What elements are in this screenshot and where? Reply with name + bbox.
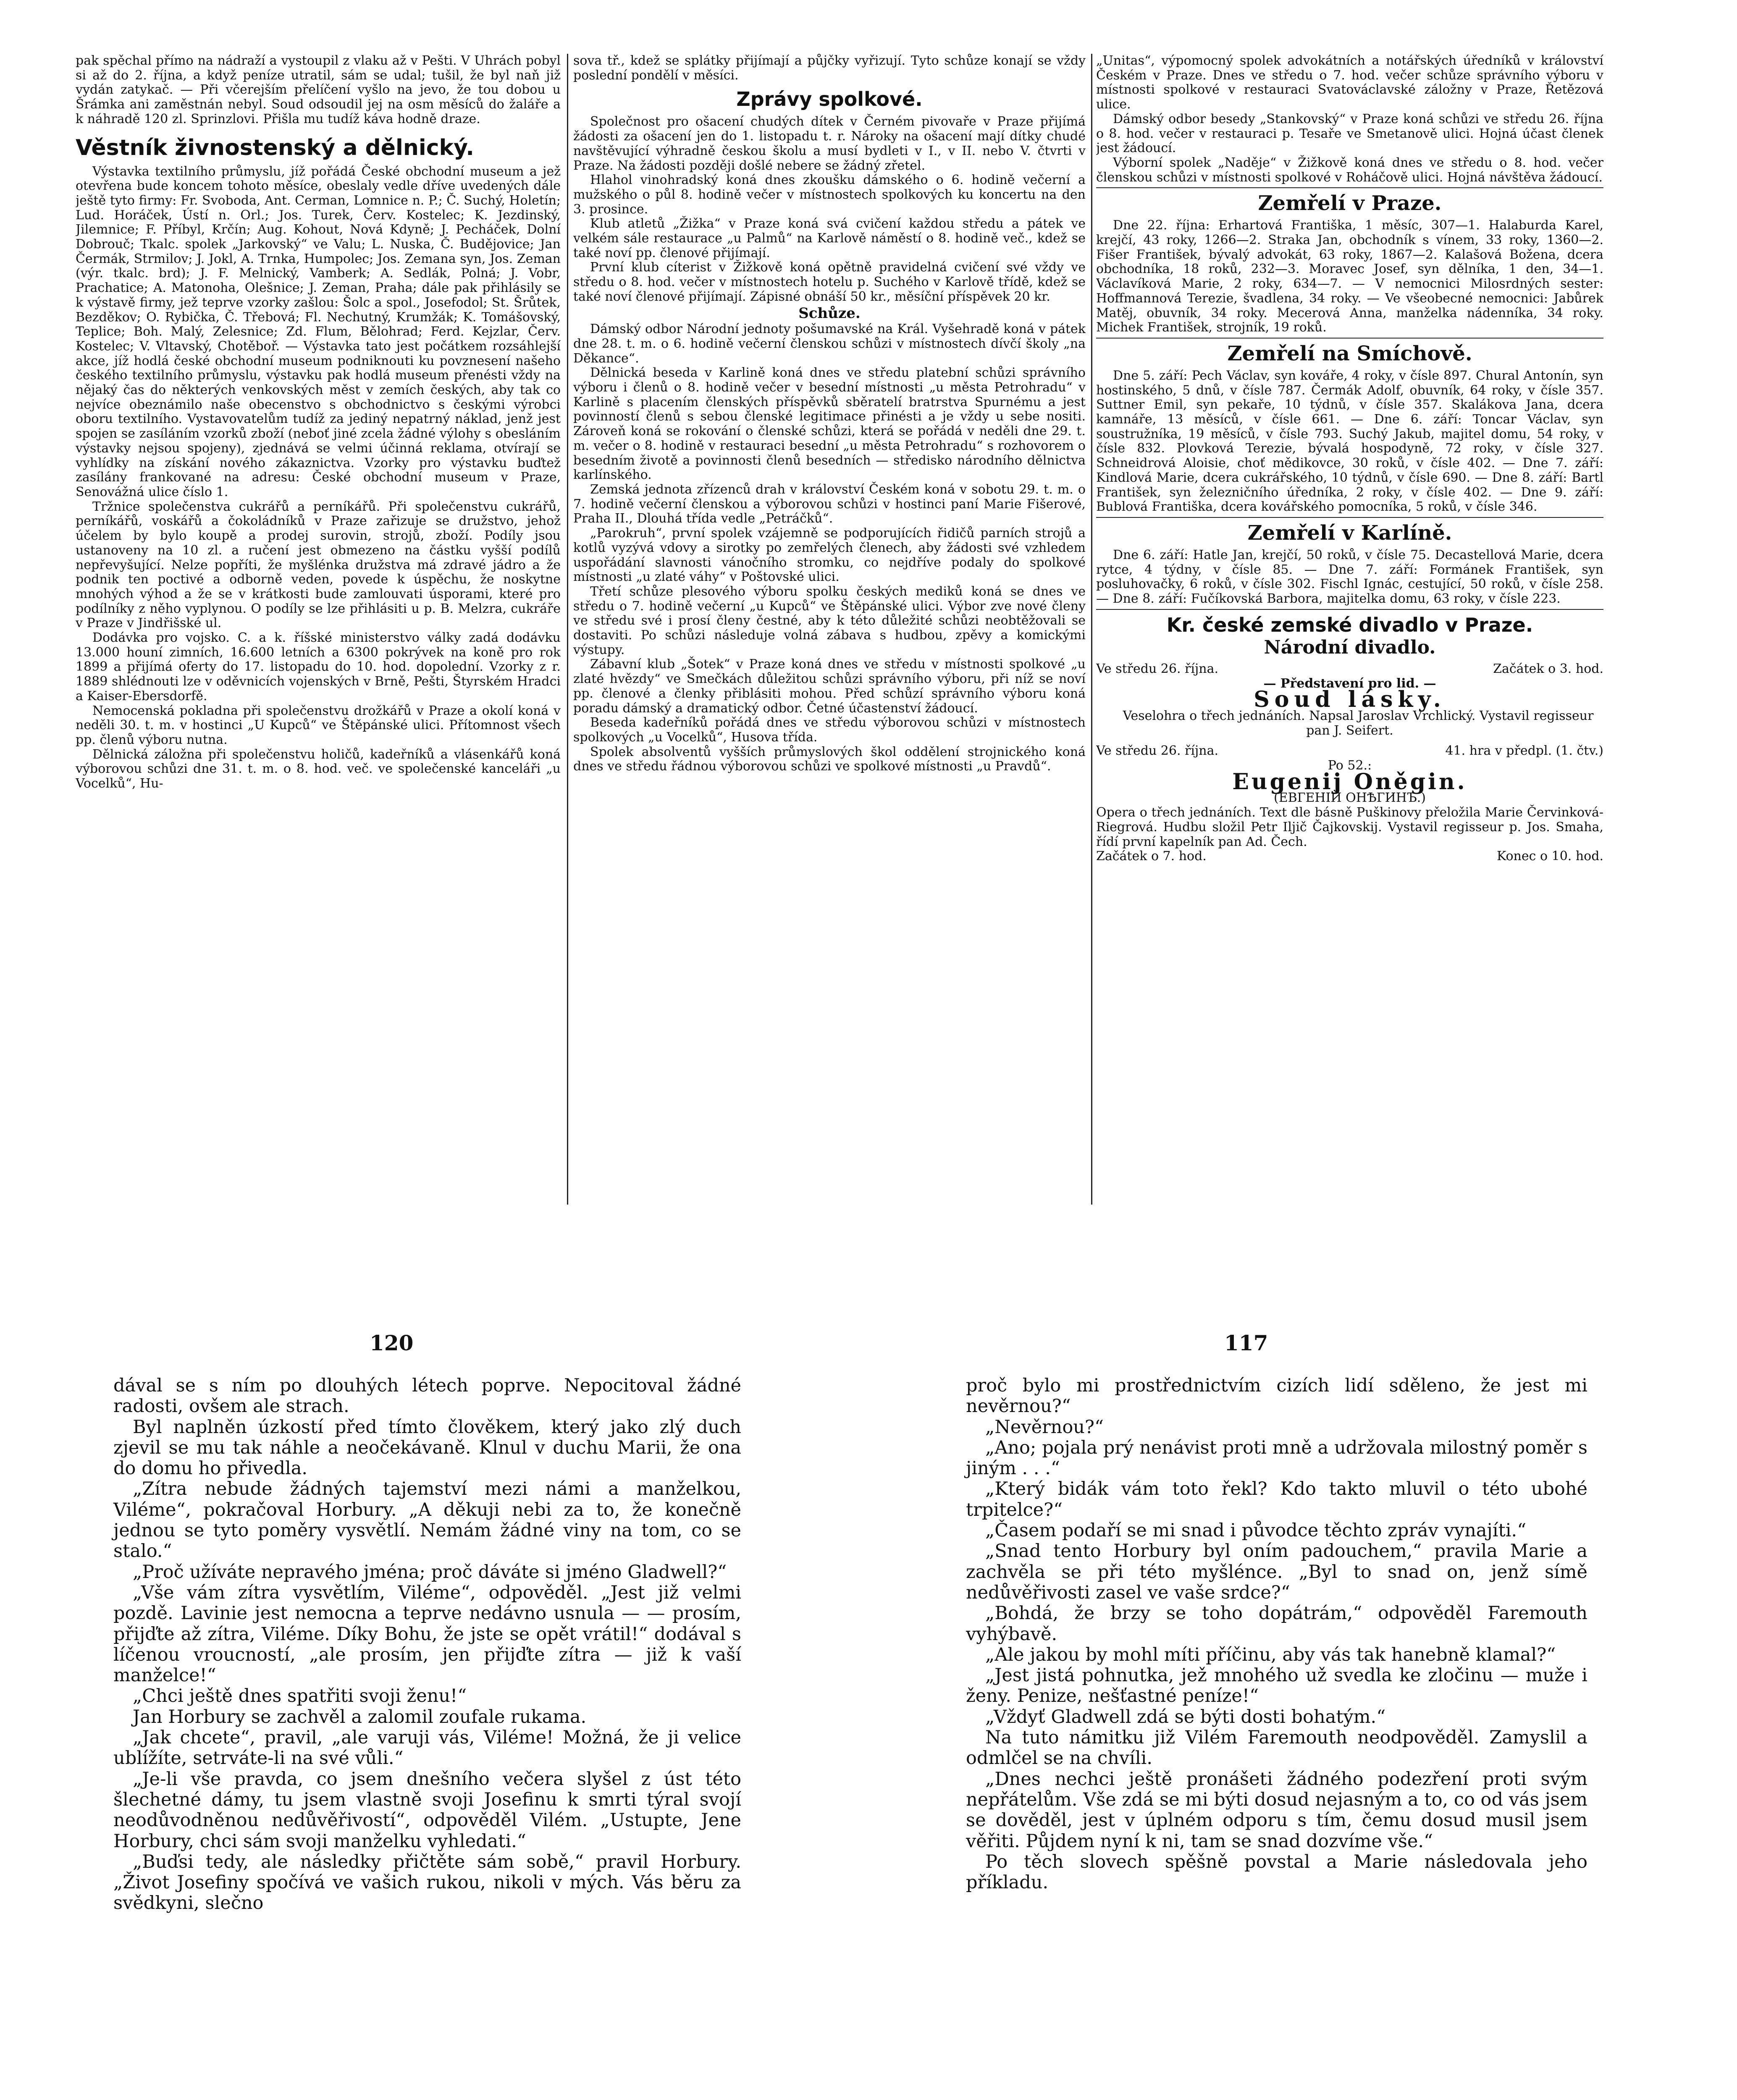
novel-paragraph: proč bylo mi prostřednictvím cizích lidí sděleno, že jest mi nevěrnou?“ bbox=[966, 1375, 1587, 1417]
show-2-times bbox=[1096, 849, 1603, 864]
novel-paragraph: „Ano; pojala prý nenávist proti mně a udržovala milostný poměr s jiným . . .“ bbox=[966, 1437, 1587, 1479]
section-rule bbox=[1096, 338, 1603, 339]
notice-paragraph: Hlahol vinohradský koná dnes zkoušku dámského o 6. hodině večerní a mužského o půl 8. hodině večer v místnostech spolkových ku koncertu na den 3. prosince. bbox=[573, 173, 1086, 217]
section-rule bbox=[1096, 517, 1603, 518]
novel-paragraph: „Chci ještě dnes spatřiti svoji ženu!“ bbox=[133, 1685, 467, 1707]
novel-paragraph: „Proč užíváte nepravého jména; proč dáváte si jméno Gladwell?“ bbox=[133, 1561, 727, 1583]
notice-paragraph: Zemská jednota zřízenců drah v království Českém koná v sobotu 29. t. m. o 7. hodině večerní členskou a výborovou schůzi v hostinci paní Marie Fišerové, Praha II., Dlouhá třída vedle „Petráčků“. bbox=[573, 482, 1086, 526]
novel-paragraph: Jan Horbury se zachvěl a zalomil zoufale rukama. bbox=[133, 1706, 587, 1727]
show-2-end: Konec o 10. hod. bbox=[1496, 849, 1603, 864]
column-divider bbox=[1091, 54, 1092, 1205]
novel-paragraph: „Ale jakou by mohl míti příčinu, aby vás tak hanebně klamal?“ bbox=[985, 1644, 1556, 1665]
novel-paragraph: „Nevěrnou?“ bbox=[985, 1416, 1104, 1438]
newspaper-column-1 bbox=[76, 54, 561, 1211]
heading-zemreli-praha: Zemřelí v Praze. bbox=[1258, 192, 1442, 215]
novel-paragraph: „Bohdá, že brzy se toho dopátrám,“ odpověděl Faremouth vyhýbavě. bbox=[966, 1603, 1587, 1645]
heading-zemreli-smichov: Zemřelí na Smíchově. bbox=[1227, 341, 1472, 365]
novel-paragraph: Po těch slovech spěšně povstal a Marie následovala jeho příkladu. bbox=[966, 1851, 1587, 1893]
novel-paragraph: Byl naplněn úzkostí před tímto člověkem, který jako zlý duch zjevil se mu tak náhle a neočekávaně. Klnul v duchu Marii, že ona do domu ho přivedla. bbox=[113, 1416, 741, 1479]
subheading-schuze: Schůze. bbox=[798, 304, 861, 322]
play-2-description: Opera o třech jednáních. Text dle básně Puškinovy přeložila Marie Červinková-Riegrová. Hudbu složil Petr Iljič Čajkovskij. Vystavil regisseur p. Jos. Smaha, řídí první kapelník pan Ad. Čech. bbox=[1096, 805, 1603, 849]
article-paragraph: Dodávka pro vojsko. C. a k. říšské ministerstvo války zadá dodávku 13.000 houní zimních, 16.600 letních a 6300 pokrývek na koně pro rok 1899 a přijímá oferty do 17. listopadu do 10. hod. dopolední. Vzorky z r. 1889 shlédnouti lze v oděvnicích vojenských v Brně, Pešti, Štyrském Hradci a Kaiser-Ebersdorfě. bbox=[76, 630, 561, 704]
novel-paragraph: „Časem podaří se mi snad i původce těchto zpráv vynajíti.“ bbox=[985, 1520, 1527, 1541]
novel-page-right bbox=[966, 1376, 1587, 2100]
show-1-note: — Představení pro lid. — bbox=[1263, 676, 1436, 691]
article-intro: sova tř., kdež se splátky přijímají a půjčky vyřizují. Tyto schůze konají se vždy poslední pondělí v měsíci. bbox=[573, 54, 1086, 83]
show-2-day: Ve středu 26. října. bbox=[1096, 743, 1219, 759]
novel-paragraph: „Dnes nechci ještě pronášeti žádného podezření proti svým nepřátelům. Vše zdá se mi býti dosud nejasným a to, co od vás jsem se dověděl, jest v úplném odporu s tím, čemu dosud musil jsem věřiti. Půjdem nyní k ni, tam se snad dozvíme vše.“ bbox=[966, 1768, 1587, 1852]
theatre-subtitle: Národní divadlo. bbox=[1264, 636, 1436, 658]
notice-paragraph: Výborní spolek „Naděje“ v Žižkově koná dnes ve středu o 8. hod. večer členskou schůzi v místnosti spolkové v Roháčově ulici. Hojná návštěva žádoucí. bbox=[1096, 155, 1603, 185]
notice-paragraph: Klub atletů „Žižka“ v Praze koná svá cvičení každou středu a pátek ve velkém sále restaurace „u Palmů“ na Karlově náměstí o 8. hodině več., kdež se také noví pp. členové přijímají. bbox=[573, 216, 1086, 260]
novel-paragraph: „Jak chcete“, pravil, „ale varuji vás, Viléme! Možná, že ji velice ublížíte, setrváte-li na své vůli.“ bbox=[113, 1727, 741, 1769]
notice-paragraph: Spolek absolventů vyšších průmyslových škol oddělení strojnického koná dnes ve středu řádnou výborovou schůzi ve spolkové místnosti „u Pravdů“. bbox=[573, 744, 1086, 774]
novel-paragraph: „Buďsi tedy, ale následky přičtěte sám sobě,“ pravil Horbury. „Život Josefiny spočívá ve vašich rukou, nikoli v mých. Vás běru za svědkyni, slečno bbox=[113, 1851, 741, 1914]
notice-paragraph: Dámský odbor Národní jednoty pošumavské na Král. Vyšehradě koná v pátek dne 28. t. m. o 6. hodině večerní členskou schůzi v místnostech dívčí školy „na Děkance“. bbox=[573, 322, 1086, 366]
novel-paragraph: dával se s ním po dlouhých létech poprve. Nepocitoval žádné radosti, ovšem ale strach. bbox=[113, 1375, 741, 1417]
notice-paragraph: „Parokruh“, první spolek vzájemně se podporujících řidičů parních strojů a kotlů vyzývá vdovy a sirotky po zemřelých členech, aby žádosti své vzhledem uspořádání slavnosti vánočního stromku, co nejdříve podaly do spolkové místnosti „u zlaté váhy“ v Poštovské ulici. bbox=[573, 526, 1086, 585]
notice-paragraph: Zábavní klub „Šotek“ v Praze koná dnes ve středu v místnosti spolkové „u zlaté hvězdy“ ve Smečkách důležitou schůzi správního výboru, při níž se noví pp. členové a členky přiblásiti mohou. Před schůzí správního výboru koná poradu dámský a dramatický odbor. Četné účastenství žádoucí. bbox=[573, 657, 1086, 716]
theatre-title: Kr. české zemské divadlo v Praze. bbox=[1166, 613, 1533, 636]
show-2-schedule bbox=[1096, 744, 1603, 759]
novel-paragraph: „Vždyť Gladwell zdá se býti dosti bohatým.“ bbox=[985, 1706, 1386, 1727]
page-number-left: 120 bbox=[370, 1331, 414, 1355]
novel-paragraph: „Který bidák vám toto řekl? Kdo takto mluvil o této ubohé trpitelce?“ bbox=[966, 1478, 1587, 1520]
newspaper-column-2 bbox=[573, 54, 1086, 1211]
play-2-title: Eugenij Oněgin. bbox=[1232, 769, 1467, 795]
novel-paragraph: „Vše vám zítra vysvětlím, Viléme“, odpověděl. „Jest již velmi pozdě. Lavinie jest nemocna a teprve nedávno usnula — — prosím, přijďte až zítra, Viléme. Díky Bohu, že jste se opět vrátil!“ dodával s líčenou vroucností, „ale prosím, jen přijďte zítra — již k vaší manželce!“ bbox=[113, 1582, 741, 1686]
page-number-right: 117 bbox=[1224, 1331, 1268, 1355]
novel-paragraph: Na tuto námitku již Vilém Faremouth neodpověděl. Zamyslil a odmlčel se na chvíli. bbox=[966, 1727, 1587, 1769]
show-2-subscription: Po 52.: bbox=[1328, 758, 1372, 773]
show-1-time: Začátek o 3. hod. bbox=[1493, 661, 1603, 676]
notice-paragraph: Dámský odbor besedy „Stankovský“ v Praze koná schůzi ve středu 26. října o 8. hod. večer v restauraci p. Tesaře ve Smetanově ulici. Hojná účast členek jest žádoucí. bbox=[1096, 111, 1603, 156]
play-1-title: Soud lásky. bbox=[1254, 687, 1446, 713]
novel-paragraph: „Jest jistá pohnutka, jež mnohého už svedla ke zločinu — muže i ženy. Penize, nešťastné peníze!“ bbox=[966, 1665, 1587, 1707]
novel-paragraph: „Snad tento Horbury byl oním padouchem,“ pravila Marie a zachvěla se při této myšlénce. „Byl to snad on, jenž símě nedůvěřivosti zasel ve vaše srdce?“ bbox=[966, 1541, 1587, 1603]
section-heading-vestnik: Věstník živnostenský a dělnický. bbox=[76, 135, 474, 160]
play-1-description: Veselohra o třech jednáních. Napsal Jaroslav Vrchlický. Vystavil regisseur pan J. Seifert. bbox=[1123, 708, 1594, 738]
section-heading-zpravy: Zprávy spolkové. bbox=[736, 88, 923, 111]
article-intro: pak spěchal přímo na nádraží a vystoupil z vlaku až v Pešti. V Uhrách pobyl si až do 2. října, a když peníze utratil, sám se udal; tušil, že byl naň již vydán zatykač. — Při včerejším přelíčení vyšlo na jevo, že tou dobou u Šrámka ani zaměstnán nebyl. Soud odsoudil jej na osm měsíců do žaláře a k náhradě 120 zl. Sprinzlovi. Přišla mu tudíž káva hodně draze. bbox=[76, 54, 561, 126]
notice-paragraph: Společnost pro ošacení chudých dítek v Černém pivovaře v Praze přijímá žádosti za ošacení jen do 1. listopadu t. r. Nároky na ošacení mají dítky chudé navštěvující výhradně českou školu a musí bydleti v I., v II. nebo V. čtvrti v Praze. Na žádosti později došlé nebere se žádný zřetel. bbox=[573, 114, 1086, 173]
novel-page-left bbox=[113, 1376, 741, 2100]
novel-paragraph: „Je-li vše pravda, co jsem dnešního večera slyšel z úst této šlechetné dámy, tu jsem vlastně svoji Josefinu k smrti týral svojí neodůvodněnou nedůvěřivostí“, odpověděl Vilém. „Ustupte, Jene Horbury, chci sám svoji manželku vyhledati.“ bbox=[113, 1768, 741, 1852]
show-2-start: Začátek o 7. hod. bbox=[1096, 849, 1207, 864]
obituary-list: Dne 6. září: Hatle Jan, krejčí, 50 roků, v čísle 75. Decastellová Marie, dcera rytce, 4 týdny, v čísle 85. — Dne 7. září: Formánek František, syn posluhovačky, 6 roků, v čísle 302. Fischl Ignác, cestující, 50 roků, v čísle 258. — Dne 8. září: Fučíkovská Barbora, majitelka domu, 63 roky, v čísle 223. bbox=[1096, 547, 1603, 606]
show-1-schedule bbox=[1096, 662, 1603, 677]
obituary-list: Dne 5. září: Pech Václav, syn kováře, 4 roky, v čísle 897. Chural Antonín, syn hostinského, 5 dnů, v čísle 787. Čermák Adolf, obuvník, 64 roky, v čísle 357. Suttner Emil, syn pekaře, 10 týdnů, v čísle 357. Skalákova Jana, dcera kamnáře, 13 měsíců, v čísle 661. — Dne 6. září: Toncar Václav, syn soustružníka, 19 měsíců, v čísle 793. Suchý Jakub, majitel domu, 54 roky, v čísle 832. Plovková Terezie, bývalá hospodyně, 72 roky, v čísle 327. Schneidrová Aloisie, choť mědikovce, 30 roků, v čísle 402. — Dne 7. září: Kindlová Marie, dcera cukrářského, 10 týdnů, v čísle 690. — Dne 8. září: Bartl František, syn železničního úředníka, 2 roky, v čísle 402. — Dne 9. září: Bublová Františka, dcera kovářského pomocníka, 5 roků, v čísle 346. bbox=[1096, 368, 1603, 514]
section-rule bbox=[1096, 609, 1603, 610]
show-2-info: 41. hra v předpl. (1. čtv.) bbox=[1445, 743, 1603, 759]
article-paragraph: Tržnice společenstva cukrářů a perníkářů. Při společenstvu cukrářů, perníkářů, voskářů a čokoládníků v Praze zařizuje se družstvo, jehož účelem by bylo koupě a prodej surovin, strojů, zboží. Podíly jsou ustanoveny na 10 zl. a ručení jest obmezeno na částku vyšší podílů nepřevyšující. Nelze popříti, že myšlénka družstva má zdravé jádro a že podnik ten poctivé a odborně veden, povede k úspěchu, že noskytne mnohých výhod a že se v krátkosti bude zamlouvati úsporami, které pro podílníky z něho vyplynou. O podíly se lze přihlásiti u p. B. Melzra, cukráře v Praze v Jindřišské ul. bbox=[76, 499, 561, 631]
notice-paragraph: Beseda kadeřníků pořádá dnes ve středu výborovou schůzi v místnostech spolkových „u Vocelků“, Husova třída. bbox=[573, 715, 1086, 745]
notice-paragraph: Dělnická beseda v Karlině koná dnes ve středu platební schůzi správního výboru i členů o 8. hodině večer v besední místnosti „u města Petrohradu“ v Karlině s placením členských příspěvků sběratelí bratrstva Spurnému a jest povinností členů s sebou členské legitimace přinésti a je vždy u sebe nositi. Zároveň koná se rokování o členské schůzi, která se pořádá v neděli dne 29. t. m. večer o 8. hodině v restauraci besední „u města Petrohradu“ s rozhovorem o besedním životě a povinnosti členů besedních — středisko národního dělnictva karlínského. bbox=[573, 365, 1086, 483]
section-rule bbox=[1096, 187, 1603, 188]
obituary-list: Dne 22. října: Erhartová Františka, 1 měsíc, 307—1. Halaburda Karel, krejčí, 43 roky, 1266—2. Straka Jan, obchodník s vínem, 33 roky, 1360—2. Fišer František, bývalý advokát, 63 roky, 1867—2. Kalašová Božena, dcera obchodníka, 18 roků, 232—3. Moravec Josef, syn dělníka, 1 den, 34—1. Václavíková Marie, 2 roky, 634—7. — V nemocnici Milosrdných sester: Hoffmannová Terezie, švadlena, 34 roky. — Ve všeobecné nemocnici: Jabůrek Matěj, obuvník, 34 roky. Mecerová Anna, manželka nádenníka, 34 roky. Michek František, strojník, 19 roků. bbox=[1096, 218, 1603, 335]
column-divider bbox=[567, 54, 568, 1205]
play-2-original-title: (ЕВГЕНІЙ ОНѢГИНЪ.) bbox=[1274, 790, 1426, 806]
notice-paragraph: První klub cíterist v Žižkově koná opětně pravidelná cvičení své vždy ve středu o 8. hod. večer v místnostech hotelu p. Suchého v Karlově třídě, kdež se také noví členové přijímají. Zápisné obnáší 50 kr., měsíční příspěvek 20 kr. bbox=[573, 260, 1086, 304]
article-paragraph: Dělnická záložna při společenstvu holičů, kadeřníků a vlásenkářů koná výborovou schůzi dne 31. t. m. o 8. hod. več. ve společenské kanceláři „u Vocelků“, Hu- bbox=[76, 747, 561, 791]
heading-zemreli-karlin: Zemřelí v Karlíně. bbox=[1247, 521, 1452, 545]
show-1-day: Ve středu 26. října. bbox=[1096, 661, 1219, 676]
notice-paragraph: Třetí schůze plesového výboru spolku českých mediků koná se dnes ve středu o 7. hodině večerní „u Kupců“ ve Štěpánské ulici. Výbor zve nové členy ve středu své i prosí členy čestné, aby k této důležité schůzi neobtěžovali se dostaviti. Po schůzi následuje volná zábava s hudbou, zpěvy a komickými výstupy. bbox=[573, 584, 1086, 657]
notice-paragraph: „Unitas“, výpomocný spolek advokátních a notářských úředníků v království Českém v Praze. Dnes ve středu o 7. hod. večer schůze správního výboru v místnosti spolkové v restauraci Svatováclavské záložny v Praze, Řetězová ulice. bbox=[1096, 54, 1603, 112]
novel-paragraph: „Zítra nebude žádných tajemství mezi námi a manželkou, Viléme“, pokračoval Horbury. „A děkuji nebi za to, že konečně jednou se tyto poměry vysvětlí. Nemám žádné viny na tom, co se stalo.“ bbox=[113, 1478, 741, 1562]
article-paragraph: Nemocenská pokladna při společenstvu drožkářů v Praze a okolí koná v neděli 30. t. m. v hostinci „U Kupců“ ve Štěpánské ulici. Přítomnost všech pp. členů výboru nutna. bbox=[76, 703, 561, 747]
article-paragraph: Výstavka textilního průmyslu, jíž pořádá České obchodní museum a jež otevřena bude koncem tohoto měsíce, obeslaly vedle dříve uvedených dále ještě tyto firmy: Fr. Svoboda, Ant. Cerman, Lomnice n. P.; Č. Suchý, Holetín; Lud. Horáček, Ústí n. Orl.; Jos. Turek, Červ. Kostelec; K. Jezdinský, Jilemnice; F. Příbyl, Krčín; Aug. Kohout, Nová Kdyně; J. Pecháček, Dolní Dobrouč; Tkalc. spolek „Jarkovský“ ve Valu; L. Nuska, Č. Budějovice; Jan Čermák, Strmilov; J. Jokl, A. Trnka, Humpolec; Jos. Zemana syn, Jos. Zeman (výr. tkalc. brd); J. F. Melnický, Vamberk; A. Sedlák, Polná; J. Vobr, Prachatice; A. Matonoha, Olešnice; J. Zeman, Praha; dále pak přihlásily se k výstavě firmy, jež teprve vzorky zašlou: Šolc a spol., Josefodol; St. Šrůtek, Bezděkov; O. Rybička, Č. Třebová; Fl. Nechutný, Krumžák; K. Tomášovský, Teplice; Boh. Malý, Zelesnice; Zd. Flum, Bělohrad; Ferd. Kejzlar, Červ. Kostelec; V. Vltavský, Chotěboř. — Výstavka tato jest počátkem rozsáhlejší akce, jíž hodlá české obchodní museum podniknouti ku povznesení našeho českého textilního průmyslu, výstavku pak hodlá museum přenésti vždy na nějaký čas do některých venkovských měst v zemích českých, aby tak co nejvíce obeznámilo naše obecenstvo s obchodnictvo s českými výrobci oboru textilního. Vystavovatelům tudíž za jediný nepatrný náklad, jenž jest spojen se zasíláním vzorků zboží (neboť jiné zcela žádné výlohy s obesláním výstavky nejsou spojeny), zjednává se velmi účinná reklama, otvírají se vyhlídky na získání nového zákaznictva. Vzorky pro výstavku buďtež zasílány frankované na adresu: České obchodní museum v Praze, Senovážná ulice číslo 1. bbox=[76, 164, 561, 499]
newspaper-column-3 bbox=[1096, 54, 1603, 1211]
